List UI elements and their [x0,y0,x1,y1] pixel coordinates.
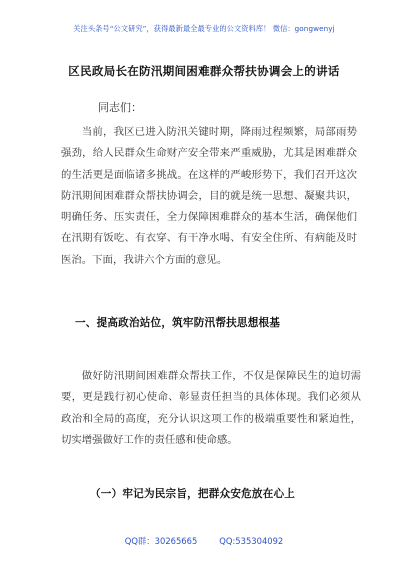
body-paragraph: 做好防汛期间困难群众帮扶工作，不仅是保障民生的迫切需要，更是践行初心使命、彰显责任担当的具体体现。我们必须从政治和全局的高度，充分认识这项工作的极端重要性和紧迫性，切实增强做好工作的责任感和使命感。 [61,370,361,446]
document-title: 区民政局长在防汛期间困难群众帮扶协调会上的讲话 [68,64,340,78]
footer-qq-group: QQ群：30265665 [124,536,198,546]
top-banner: 关注头条号“公文研究”，获得最新最全最专业的公文资料库！ 微信：gongwenyj [73,24,335,33]
salutation: 同志们： [98,101,142,114]
subsection-heading: （一）牢记为民宗旨，把群众安危放在心上 [90,488,296,500]
section-heading: 一、提高政治站位，筑牢防汛帮扶思想根基 [75,317,281,329]
footer [0,535,408,547]
footer-qq: QQ:535304092 [219,536,284,546]
body-paragraph: 当前，我区已进入防汛关键时期，降雨过程频繁，局部雨势强劲，给人民群众生命财产安全带来严重威胁，尤其是困难群众的生活更是面临诸多挑战。在这样的严峻形势下，我们召开这次防汛期间困难群众帮扶协调会，目的就是统一思想、凝聚共识，明确任务、压实责任，全力保障困难群众的基本生活，确保他们在汛期有饭吃、有衣穿、有干净水喝、有安全住所、有病能及时医治。下面，我讲六个方面的意见。 [61,126,357,266]
